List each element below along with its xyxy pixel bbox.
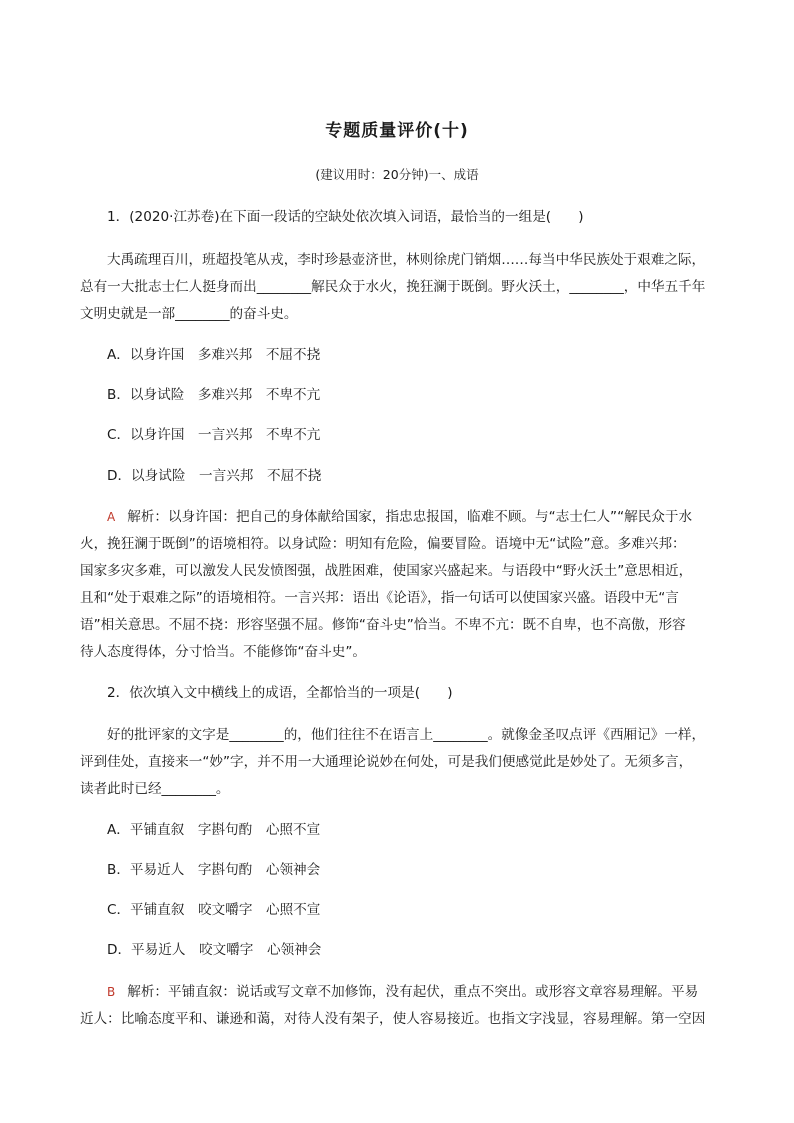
question-1-stem: 1．(2020·江苏卷)在下面一段话的空缺处依次填入词语，最恰当的一组是( ) [107, 209, 584, 225]
question-2-passage-line: 好的批评家的文字是________的，他们往往不在语言上________。就像金圣叹点评《西厢记》一样， [107, 727, 706, 743]
question-1-passage-line: 大禹疏理百川，班超投笔从戎，李时珍悬壶济世，林则徐虎门销烟……每当中华民族处于艰难之际， [107, 252, 706, 268]
question-2-passage-line: 评到佳处，直接来一“妙”字，并不用一大通理论说妙在何处，可是我们便感觉此是妙处了。无须多言， [80, 754, 693, 770]
question-2-stem: 2．依次填入文中横线上的成语，全都恰当的一项是( ) [107, 685, 453, 701]
question-2-answer-letter: B [107, 985, 116, 999]
page-title: 专题质量评价(十) [325, 121, 469, 141]
question-1-option-d: D．以身试险 一言兴邦 不屈不挠 [107, 468, 322, 484]
question-1-analysis-line: 国家多灾多难，可以激发人民发愤图强，战胜困难，使国家兴盛起来。与语段中“野火沃土”意思相近， [80, 563, 693, 579]
question-2-option-b: B．平易近人 字斟句酌 心领神会 [107, 862, 321, 878]
question-2-analysis-line [107, 980, 698, 1000]
question-1-analysis-line [107, 505, 692, 525]
question-2-analysis-text: 解析：平铺直叙：说话或写文章不加修饰，没有起伏，重点不突出。或形容文章容易理解。平易 [127, 984, 699, 1000]
question-1-answer-letter: A [107, 510, 116, 524]
question-2-option-d: D．平易近人 咬文嚼字 心领神会 [107, 942, 322, 958]
question-1-option-b: B．以身试险 多难兴邦 不卑不亢 [107, 387, 321, 403]
question-1-option-c: C．以身许国 一言兴邦 不卑不亢 [107, 427, 321, 443]
question-1-analysis-line: 待人态度得体，分寸恰当。不能修饰“奋斗史”。 [80, 644, 366, 660]
question-2-analysis-line: 近人：比喻态度平和、谦逊和蔼，对待人没有架子，使人容易接近。也指文字浅显，容易理解。第一空因 [80, 1011, 706, 1027]
question-2-passage-line: 读者此时已经________。 [80, 781, 230, 797]
question-1-analysis-line: 火，挽狂澜于既倒”的语境相符。以身试险：明知有危险，偏要冒险。语境中无“试险”意。多难兴邦： [80, 536, 686, 552]
question-1-analysis-text: 解析：以身许国：把自己的身体献给国家，指忠忠报国，临难不顾。与“志士仁人”“解民众于水 [127, 509, 693, 525]
question-2-option-c: C．平铺直叙 咬文嚼字 心照不宣 [107, 902, 321, 918]
question-1-option-a: A．以身许国 多难兴邦 不屈不挠 [107, 347, 321, 363]
question-1-passage-line: 文明史就是一部________的奋斗史。 [80, 306, 298, 322]
question-2-option-a: A．平铺直叙 字斟句酌 心照不宣 [107, 822, 321, 838]
question-1-analysis-line: 语”相关意思。不屈不挠：形容坚强不屈。修饰“奋斗史”恰当。不卑不亢：既不自卑，也不高傲，形容 [80, 617, 686, 633]
question-1-passage-line: 总有一大批志士仁人挺身而出________解民众于水火，挽狂澜于既倒。野火沃土，________，中华五千年 [80, 279, 706, 295]
page-subtitle: (建议用时：20分钟)一、成语 [315, 167, 479, 182]
question-1-analysis-line: 且和“处于艰难之际”的语境相符。一言兴邦：语出《论语》，指一句话可以使国家兴盛。语段中无“言 [80, 590, 679, 606]
